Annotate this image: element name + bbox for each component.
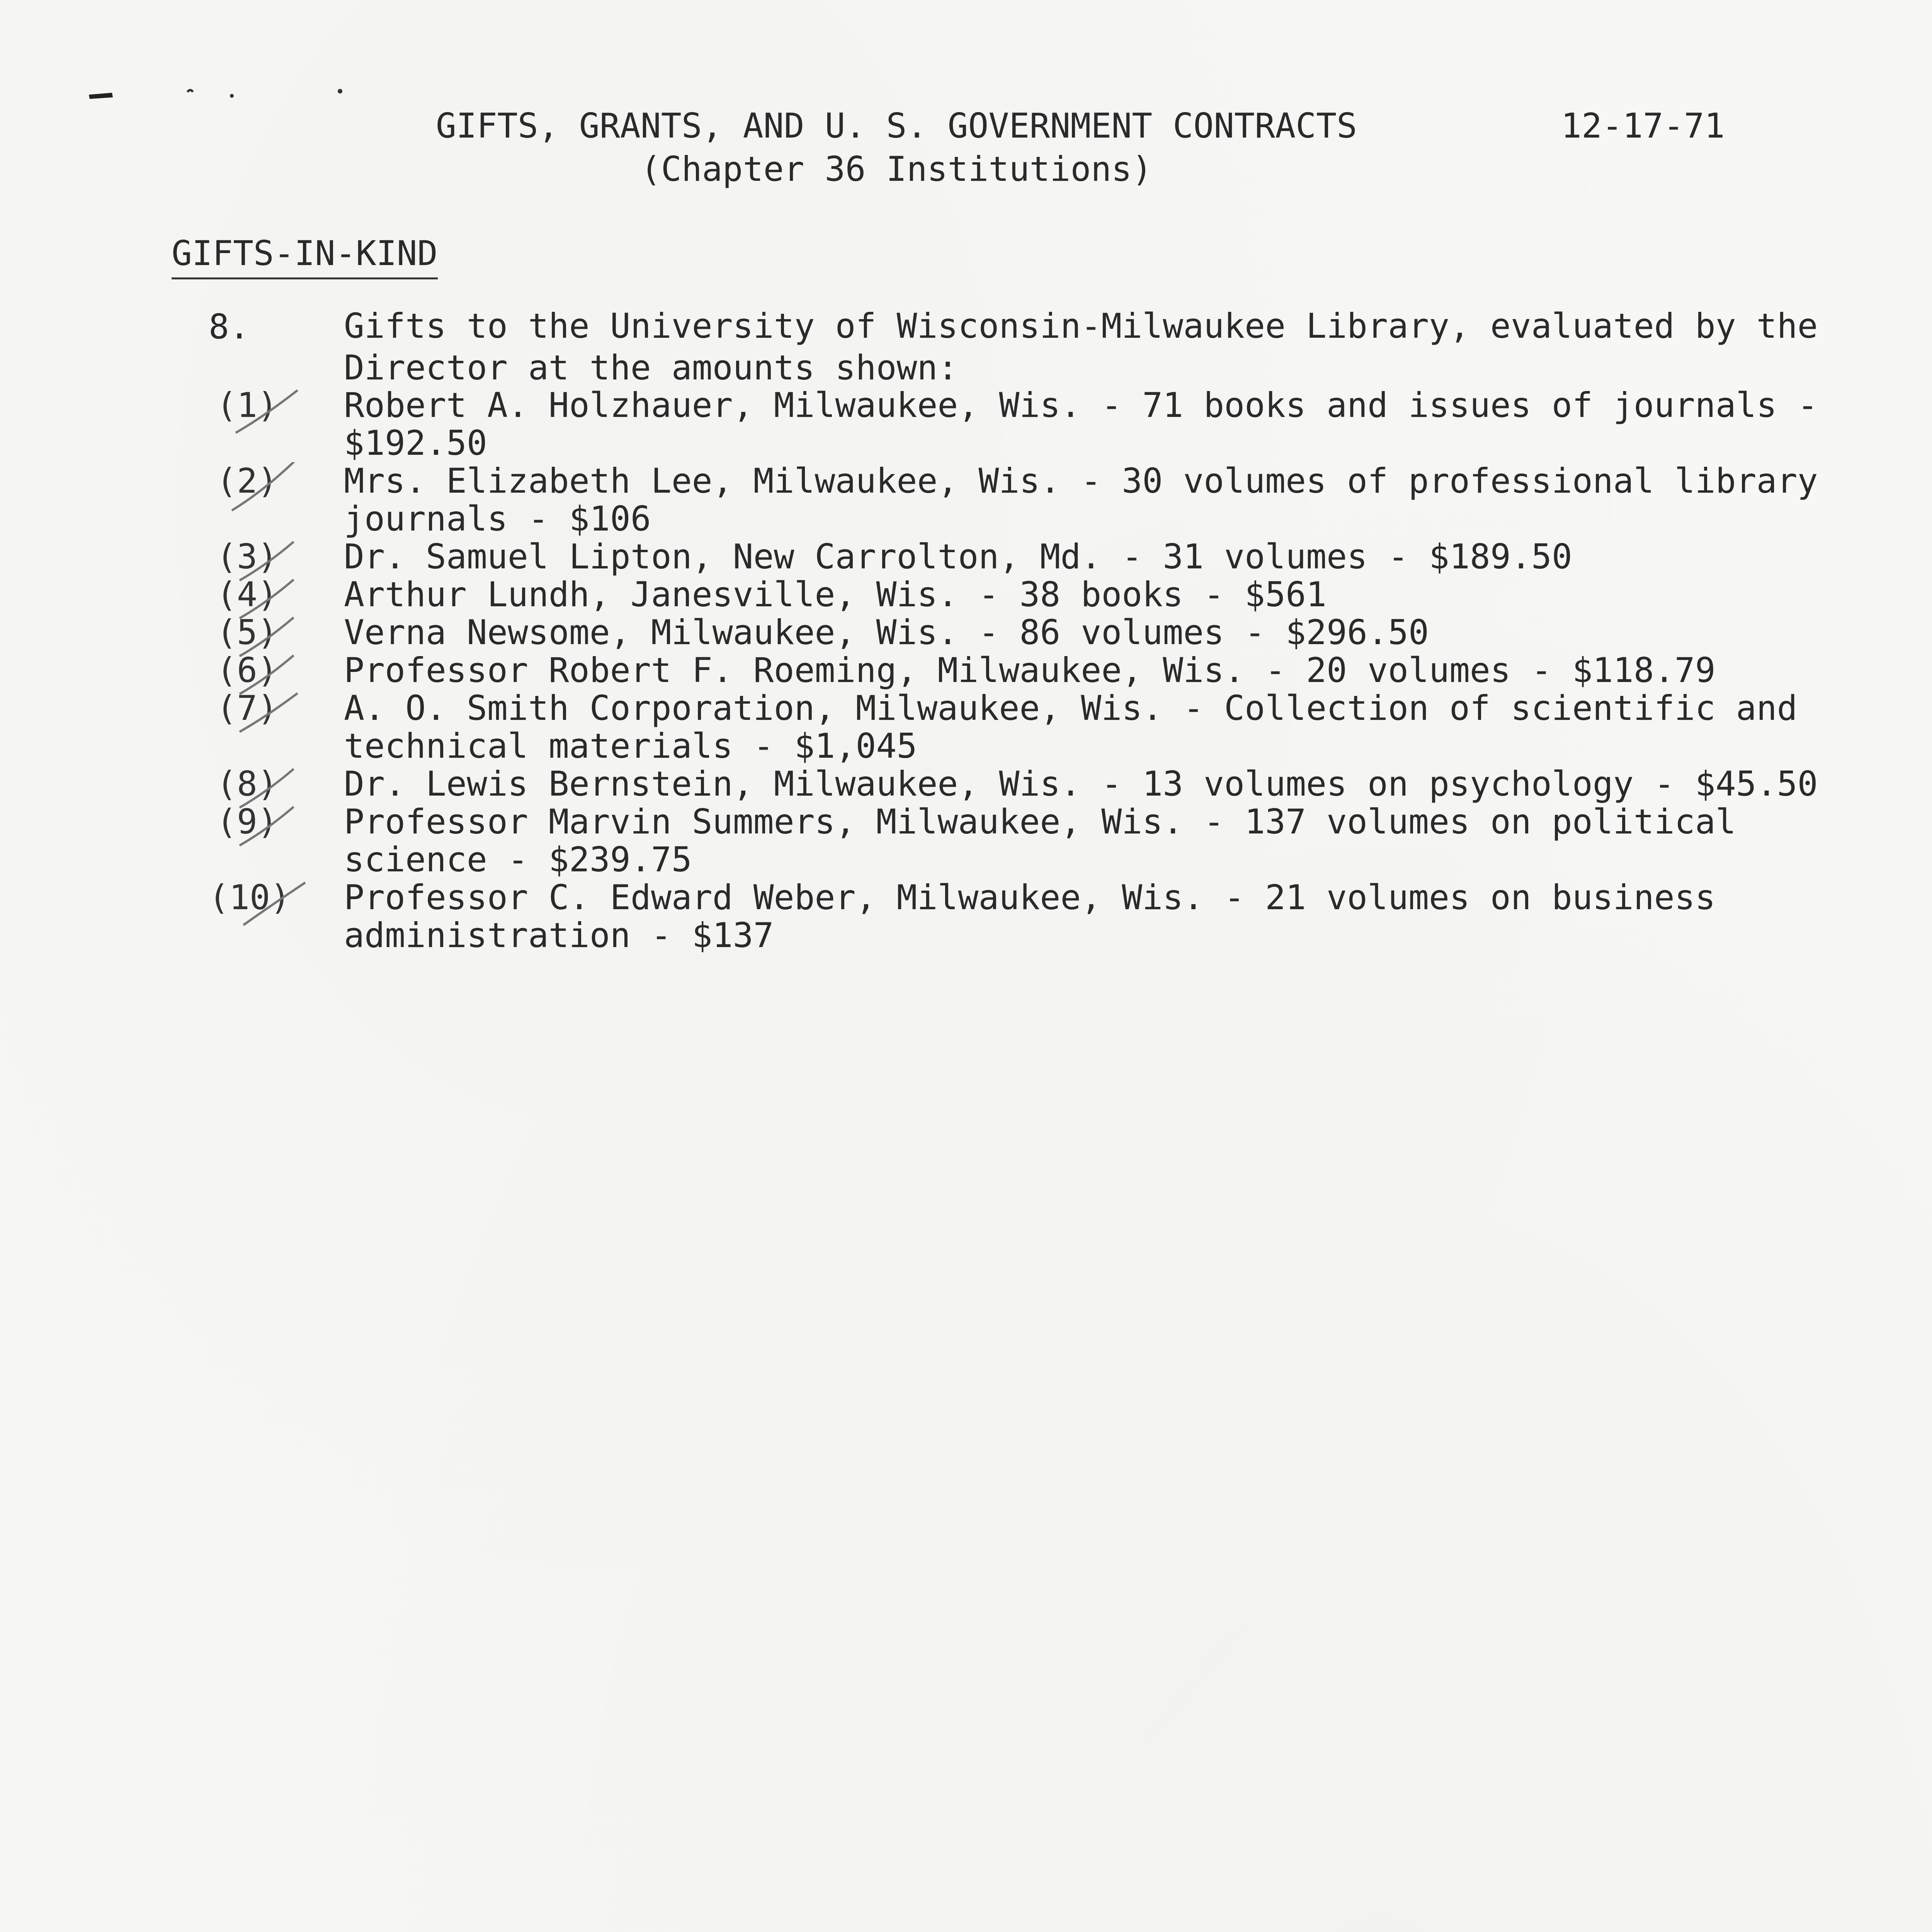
list-item <box>209 688 1798 766</box>
list-item <box>209 879 1754 954</box>
list-item <box>209 461 1818 539</box>
list-item <box>209 803 1754 879</box>
list-item <box>209 614 1754 651</box>
entry-number: (4) <box>216 575 278 614</box>
title-line-1: GIFTS, GRANTS, AND U. S. GOVERNMENT CONTRACTS <box>435 106 1357 146</box>
entry-text: Professor C. Edward Weber, Milwaukee, Wis. - 21 volumes on business administration - $137 <box>344 878 1716 955</box>
gift-list <box>209 385 1818 955</box>
list-item <box>209 764 1818 804</box>
entry-text: Robert A. Holzhauer, Milwaukee, Wis. - 71 books and issues of journals - $192.50 <box>344 385 1818 463</box>
list-item <box>209 576 1754 614</box>
entry-number: (9) <box>216 802 278 842</box>
entry-text: Dr. Samuel Lipton, New Carrolton, Md. - 31 volumes - $189.50 <box>344 537 1572 577</box>
document-date: 12-17-71 <box>1561 106 1725 146</box>
list-item <box>209 651 1754 689</box>
list-item <box>209 538 1754 576</box>
entry-text: Arthur Lundh, Janesville, Wis. - 38 books - $561 <box>344 575 1327 614</box>
entry-text: Verna Newsome, Milwaukee, Wis. - 86 volumes - $296.50 <box>344 612 1429 652</box>
entry-number: (7) <box>216 688 278 728</box>
item-number: 8. <box>209 307 250 347</box>
section-heading: GIFTS-IN-KIND <box>172 232 438 279</box>
entry-number: (10) <box>209 878 291 917</box>
entry-number: (5) <box>216 612 278 652</box>
entry-text: Mrs. Elizabeth Lee, Milwaukee, Wis. - 30 volumes of professional library journals - $106 <box>344 461 1818 539</box>
entry-text: Professor Robert F. Roeming, Milwaukee, Wis. - 20 volumes - $118.79 <box>344 650 1716 690</box>
entry-text: A. O. Smith Corporation, Milwaukee, Wis. - Collection of scientific and technical materials - $1,045 <box>344 688 1798 766</box>
entry-number: (2) <box>216 461 278 501</box>
stray-marks <box>0 0 348 116</box>
entry-text: Professor Marvin Summers, Milwaukee, Wis. - 137 volumes on political science - $239.75 <box>344 802 1736 879</box>
entry-number: (8) <box>216 764 278 804</box>
entry-text: Dr. Lewis Bernstein, Milwaukee, Wis. - 13 volumes on psychology - $45.50 <box>344 764 1818 804</box>
title-line-2: (Chapter 36 Institutions) <box>640 149 1153 189</box>
entry-number: (1) <box>216 385 278 425</box>
entry-number: (3) <box>216 537 278 577</box>
document-title <box>433 104 1360 191</box>
entry-number: (6) <box>216 650 278 690</box>
list-item <box>209 385 1818 463</box>
item-intro: Gifts to the University of Wisconsin-Milwaukee Library, evaluated by the Director at the amounts shown: <box>344 306 1818 388</box>
